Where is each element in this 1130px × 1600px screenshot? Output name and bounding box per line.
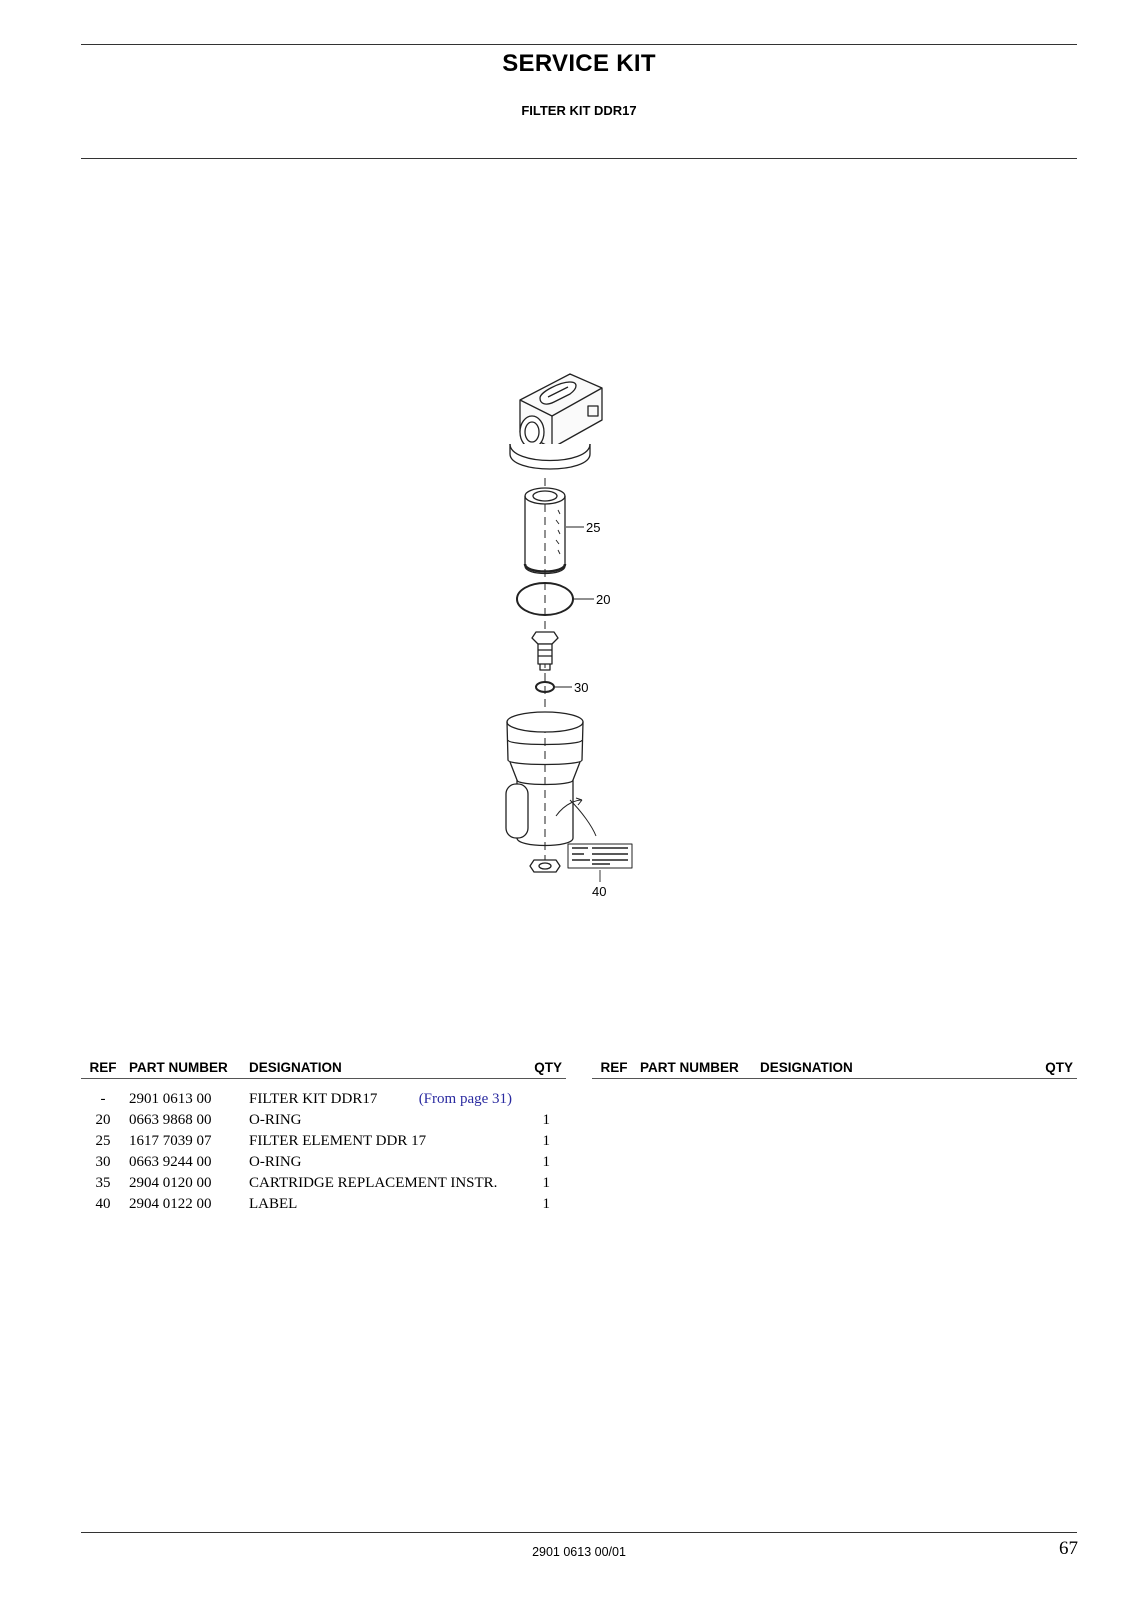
cell-qty: 1	[542, 1154, 550, 1170]
cell-designation	[245, 1079, 522, 1111]
page-number: 67	[1059, 1538, 1078, 1559]
label-part	[568, 844, 632, 882]
cell-ref: -	[100, 1091, 106, 1107]
cell-qty: 1	[542, 1112, 550, 1128]
cell-part-number: 2901 0613 00	[129, 1091, 212, 1107]
cell-designation: FILTER ELEMENT DDR 17	[249, 1133, 427, 1149]
filter-head-part	[510, 374, 602, 469]
footer-rule	[81, 1532, 1077, 1533]
cell-part-number: 2904 0120 00	[129, 1175, 212, 1191]
table-row	[81, 1194, 566, 1215]
table-row	[81, 1079, 566, 1111]
cell-part-number: 0663 9868 00	[129, 1112, 212, 1128]
top-rule	[81, 44, 1077, 45]
cell-ref: 20	[95, 1112, 111, 1128]
header-part-number: PART NUMBER	[636, 1058, 756, 1079]
document-id: 2901 0613 00/01	[532, 1545, 626, 1559]
table-row	[81, 1152, 566, 1173]
from-page-link[interactable]: (From page 31)	[418, 1091, 512, 1107]
designation-text: FILTER KIT DDR17	[249, 1091, 378, 1107]
cell-qty: 1	[542, 1196, 550, 1212]
callout-40: 40	[592, 884, 607, 899]
callout-30: 30	[574, 680, 589, 695]
cell-designation: O-RING	[249, 1112, 302, 1128]
header-designation: DESIGNATION	[245, 1058, 522, 1079]
valve-stem-part	[532, 632, 558, 670]
header-part-number: PART NUMBER	[125, 1058, 245, 1079]
header-designation: DESIGNATION	[756, 1058, 1033, 1079]
callout-25: 25	[586, 520, 601, 535]
header-qty: QTY	[522, 1058, 566, 1079]
cell-ref: 35	[95, 1175, 111, 1191]
filter-bowl-part	[506, 712, 596, 846]
cell-qty: 1	[542, 1175, 550, 1191]
table-header-row	[592, 1058, 1077, 1079]
exploded-view-drawing	[470, 370, 670, 930]
cell-ref: 40	[95, 1196, 111, 1212]
header-ref: REF	[81, 1058, 125, 1079]
cell-qty: 1	[542, 1133, 550, 1149]
cell-qty	[522, 1079, 566, 1111]
cell-part-number: 2904 0122 00	[129, 1196, 212, 1212]
cell-designation: CARTRIDGE REPLACEMENT INSTR.	[249, 1175, 498, 1191]
cell-part-number: 0663 9244 00	[129, 1154, 212, 1170]
drain-nut-part	[530, 860, 560, 872]
table-header-row	[81, 1058, 566, 1079]
page-subtitle: FILTER KIT DDR17	[521, 103, 637, 118]
header-rule	[81, 158, 1077, 159]
table-row	[81, 1173, 566, 1194]
page-title: SERVICE KIT	[502, 50, 656, 77]
cell-ref: 30	[95, 1154, 111, 1170]
callout-20: 20	[596, 592, 611, 607]
cell-ref: 25	[95, 1133, 111, 1149]
cell-designation: LABEL	[249, 1196, 298, 1212]
table-row	[81, 1110, 566, 1131]
table-row	[81, 1131, 566, 1152]
parts-table-left	[81, 1058, 566, 1215]
cell-designation: O-RING	[249, 1154, 302, 1170]
header-qty: QTY	[1033, 1058, 1077, 1079]
parts-table-right	[592, 1058, 1077, 1079]
header-ref: REF	[592, 1058, 636, 1079]
cell-part-number: 1617 7039 07	[129, 1133, 212, 1149]
